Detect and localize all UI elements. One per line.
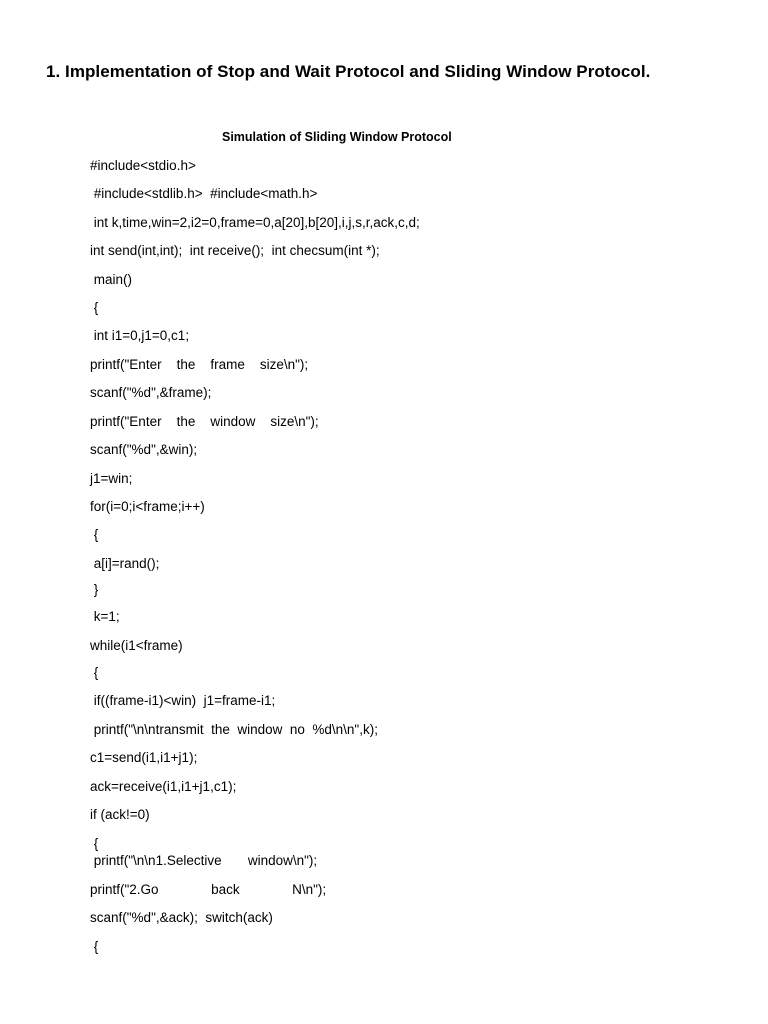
code-line: k=1; [90, 609, 120, 624]
code-line: printf("\n\ntransmit the window no %d\n\n",k); [90, 722, 378, 737]
code-line: int k,time,win=2,i2=0,frame=0,a[20],b[20],i,j,s,r,ack,c,d; [90, 215, 420, 230]
code-line: c1=send(i1,i1+j1); [90, 750, 198, 765]
code-line: printf("\n\n1.Selective window\n"); [90, 853, 318, 868]
code-line: scanf("%d",&ack); switch(ack) [90, 910, 273, 925]
code-line: { [90, 665, 99, 680]
code-line: for(i=0;i<frame;i++) [90, 499, 205, 514]
code-line: scanf("%d",&frame); [90, 385, 212, 400]
code-line: { [90, 300, 99, 315]
code-line: printf("Enter the window size\n"); [90, 414, 319, 429]
code-line: printf("Enter the frame size\n"); [90, 357, 309, 372]
code-line: main() [90, 272, 133, 287]
code-line: { [90, 939, 99, 954]
code-line: { [90, 836, 99, 851]
code-line: scanf("%d",&win); [90, 442, 198, 457]
code-line: int send(int,int); int receive(); int checsum(int *); [90, 243, 380, 258]
code-line: if (ack!=0) [90, 807, 150, 822]
code-line: ack=receive(i1,i1+j1,c1); [90, 779, 237, 794]
document-heading: 1. Implementation of Stop and Wait Protocol and Sliding Window Protocol. [46, 62, 651, 81]
code-line: printf("2.Go back N\n"); [90, 882, 327, 897]
code-line: int i1=0,j1=0,c1; [90, 328, 190, 343]
code-line: a[i]=rand(); [90, 556, 160, 571]
code-line: { [90, 527, 99, 542]
code-line: if((frame-i1)<win) j1=frame-i1; [90, 693, 276, 708]
code-line: #include<stdlib.h> #include<math.h> [90, 186, 318, 201]
code-line: j1=win; [90, 471, 133, 486]
code-line: } [90, 582, 99, 597]
section-subheading: Simulation of Sliding Window Protocol [222, 130, 452, 144]
code-line: while(i1<frame) [90, 638, 183, 653]
code-line: #include<stdio.h> [90, 158, 196, 173]
